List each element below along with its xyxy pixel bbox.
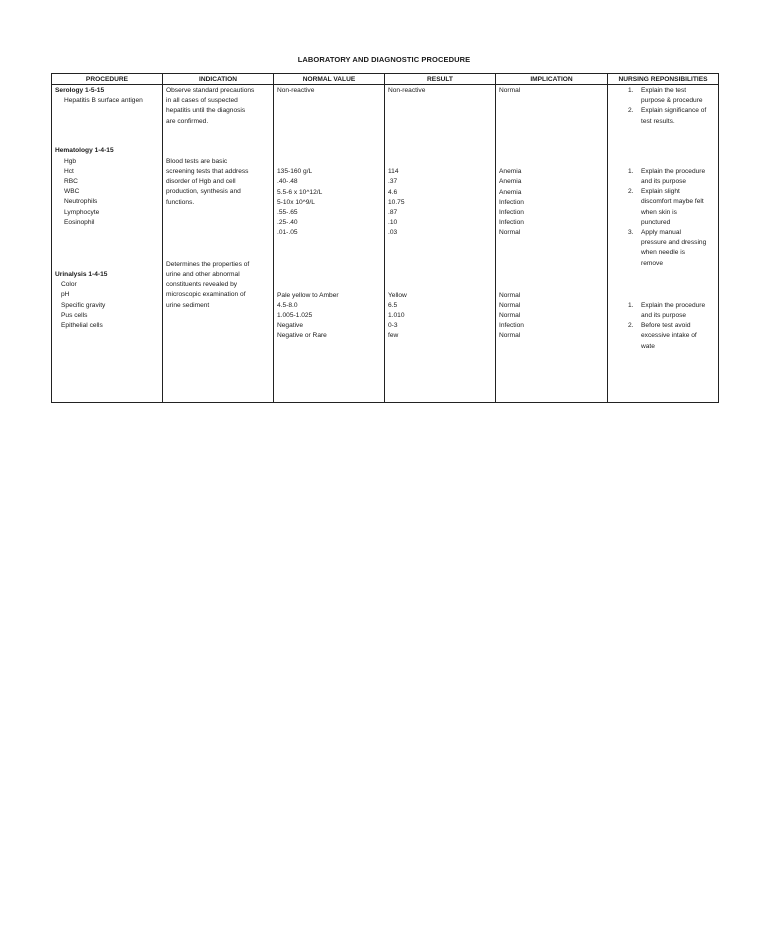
serology-indication-line: are confirmed. bbox=[166, 117, 209, 125]
hematology-normal-value: .25-.40 bbox=[277, 219, 298, 227]
urinalysis-normal-value: Pale yellow to Amber bbox=[277, 291, 339, 299]
urinalysis-normal-value: Negative or Rare bbox=[277, 332, 327, 340]
nursing-item-line: excessive intake of bbox=[641, 332, 697, 340]
procedure-cell bbox=[52, 85, 163, 403]
hematology-item: WBC bbox=[64, 188, 80, 196]
nursing-item-line: Explain significance of bbox=[641, 107, 707, 115]
hematology-implication: Anemia bbox=[499, 178, 522, 186]
urinalysis-result: few bbox=[388, 332, 399, 340]
urinalysis-result: 0-3 bbox=[388, 322, 398, 330]
hematology-indication-line: Blood tests are basic bbox=[166, 157, 228, 165]
nursing-item bbox=[611, 86, 715, 106]
nursing-item-line: wate bbox=[641, 342, 655, 350]
hematology-indication-line: functions. bbox=[166, 198, 195, 206]
nursing-cell bbox=[608, 85, 719, 403]
hematology-title: Hematology 1-4-15 bbox=[55, 147, 114, 155]
serology-result: Non-reactive bbox=[388, 87, 426, 94]
urinalysis-implication: Normal bbox=[499, 312, 521, 320]
nursing-item-number: 1. bbox=[628, 87, 634, 94]
hematology-result: .37 bbox=[388, 178, 398, 186]
nursing-item-number: 2. bbox=[628, 188, 634, 196]
urinalysis-indication-line: Determines the properties of bbox=[166, 260, 250, 268]
hematology-item: Lymphocyte bbox=[64, 208, 100, 216]
nursing-item-line: Explain the procedure bbox=[641, 167, 706, 175]
nursing-item bbox=[611, 228, 715, 269]
serology-normal-value: Non-reactive bbox=[277, 87, 315, 94]
nursing-item-number: 2. bbox=[628, 107, 634, 115]
hematology-implication: Infection bbox=[499, 219, 524, 227]
table-body-row bbox=[52, 85, 719, 403]
nursing-item-line: Explain the procedure bbox=[641, 301, 706, 309]
hematology-implication: Anemia bbox=[499, 168, 522, 176]
serology-item: Hepatitis B surface antigen bbox=[64, 97, 143, 105]
hematology-implication: Normal bbox=[499, 229, 521, 237]
nursing-item-line: test results. bbox=[641, 117, 675, 125]
header-indication: INDICATION bbox=[163, 74, 274, 85]
indication-cell bbox=[163, 85, 274, 403]
hematology-result: .10 bbox=[388, 219, 398, 227]
hematology-item: Eosinophil bbox=[64, 218, 95, 226]
result-cell bbox=[385, 85, 496, 403]
nursing-item-line: and its purpose bbox=[641, 312, 687, 320]
nursing-item-line: and its purpose bbox=[641, 178, 687, 186]
nursing-item bbox=[611, 321, 715, 352]
nursing-item-number: 1. bbox=[628, 301, 634, 309]
urinalysis-result: 6.5 bbox=[388, 301, 398, 309]
urinalysis-implication: Infection bbox=[499, 322, 524, 330]
hematology-normal-value: .01-.05 bbox=[277, 229, 298, 237]
nursing-item bbox=[611, 301, 715, 321]
serology-implication: Normal bbox=[499, 87, 521, 94]
urinalysis-indication-line: microscopic examination of bbox=[166, 291, 246, 299]
urinalysis-normal-value: 1.005-1.025 bbox=[277, 312, 313, 320]
hematology-normal-value: 5.5-6 x 10^12/L bbox=[277, 188, 323, 196]
urinalysis-implication: Normal bbox=[499, 332, 521, 340]
urinalysis-normal-value: 4.5-8.0 bbox=[277, 301, 298, 309]
hematology-result: 4.6 bbox=[388, 188, 398, 196]
nursing-item-line: purpose & procedure bbox=[641, 97, 703, 105]
hematology-item: Hgb bbox=[64, 157, 77, 165]
header-procedure: PROCEDURE bbox=[52, 74, 163, 85]
serology-title: Serology 1-5-15 bbox=[55, 87, 105, 94]
header-result: RESULT bbox=[385, 74, 496, 85]
implication-cell bbox=[496, 85, 608, 403]
nursing-item-number: 3. bbox=[628, 229, 634, 237]
nursing-item bbox=[611, 106, 715, 126]
urinalysis-item: Epithelial cells bbox=[61, 322, 103, 330]
hematology-item: RBC bbox=[64, 178, 78, 186]
hematology-normal-value: 135-160 g/L bbox=[277, 168, 313, 176]
header-row bbox=[52, 74, 719, 85]
hematology-implication: Anemia bbox=[499, 188, 522, 196]
nursing-item-line: Explain the test bbox=[641, 87, 687, 94]
hematology-item: Neutrophils bbox=[64, 198, 98, 206]
document-title: LABORATORY AND DIAGNOSTIC PROCEDURE bbox=[297, 55, 471, 64]
hematology-indication-line: screening tests that address bbox=[166, 168, 249, 176]
urinalysis-indication-line: constituents revealed by bbox=[166, 281, 238, 289]
header-implication: IMPLICATION bbox=[496, 74, 608, 85]
hematology-normal-value: .55-.65 bbox=[277, 209, 298, 217]
serology-indication-line: hepatitis until the diagnosis bbox=[166, 107, 246, 115]
header-normal-value: NORMAL VALUE bbox=[274, 74, 385, 85]
serology-indication-line: Observe standard precautions bbox=[166, 87, 255, 94]
urinalysis-indication-line: urine and other abnormal bbox=[166, 271, 240, 279]
nursing-item-line: punctured bbox=[641, 218, 671, 226]
urinalysis-title: Urinalysis 1-4-15 bbox=[55, 271, 108, 279]
hematology-result: .87 bbox=[388, 209, 398, 217]
nursing-item-line: Explain slight bbox=[641, 188, 680, 196]
normal-value-cell bbox=[274, 85, 385, 403]
nursing-item-line: pressure and dressing bbox=[641, 239, 707, 247]
hematology-item: Hct bbox=[64, 167, 74, 175]
serology-nursing-list bbox=[611, 86, 715, 127]
hematology-implication: Infection bbox=[499, 209, 524, 217]
urinalysis-item: pH bbox=[61, 291, 70, 299]
urinalysis-implication: Normal bbox=[499, 291, 521, 299]
header-nursing-responsibilities: NURSING REPONSIBILITIES bbox=[608, 74, 719, 85]
serology-indication-line: in all cases of suspected bbox=[166, 97, 238, 105]
hematology-normal-value: 5-10x 10^9/L bbox=[277, 198, 315, 206]
nursing-item-number: 1. bbox=[628, 167, 634, 175]
hematology-result: .03 bbox=[388, 229, 398, 237]
urinalysis-indication-line: urine sediment bbox=[166, 301, 210, 309]
urinalysis-implication: Normal bbox=[499, 301, 521, 309]
lab-procedure-table bbox=[51, 73, 719, 403]
nursing-item-line: Before test avoid bbox=[641, 322, 691, 330]
urinalysis-result: 1.010 bbox=[388, 312, 405, 320]
nursing-item-line: remove bbox=[641, 259, 663, 267]
urinalysis-item: Pus cells bbox=[61, 311, 88, 319]
urinalysis-item: Specific gravity bbox=[61, 301, 106, 309]
nursing-item-line: when needle is bbox=[641, 249, 685, 257]
nursing-item bbox=[611, 167, 715, 187]
hematology-nursing-list bbox=[611, 167, 715, 269]
urinalysis-normal-value: Negative bbox=[277, 322, 304, 330]
hematology-result: 10.75 bbox=[388, 198, 405, 206]
urinalysis-item: Color bbox=[61, 281, 77, 289]
hematology-result: 114 bbox=[388, 168, 399, 176]
nursing-item bbox=[611, 187, 715, 228]
hematology-indication-line: production, synthesis and bbox=[166, 188, 241, 196]
urinalysis-result: Yellow bbox=[388, 291, 407, 299]
nursing-item-line: when skin is bbox=[641, 208, 677, 216]
urinalysis-nursing-list bbox=[611, 301, 715, 352]
hematology-implication: Infection bbox=[499, 198, 524, 206]
hematology-normal-value: .40-.48 bbox=[277, 178, 298, 186]
hematology-indication-line: disorder of Hgb and cell bbox=[166, 178, 236, 186]
nursing-item-line: discomfort maybe felt bbox=[641, 198, 704, 206]
nursing-item-number: 2. bbox=[628, 322, 634, 330]
nursing-item-line: Apply manual bbox=[641, 229, 681, 237]
